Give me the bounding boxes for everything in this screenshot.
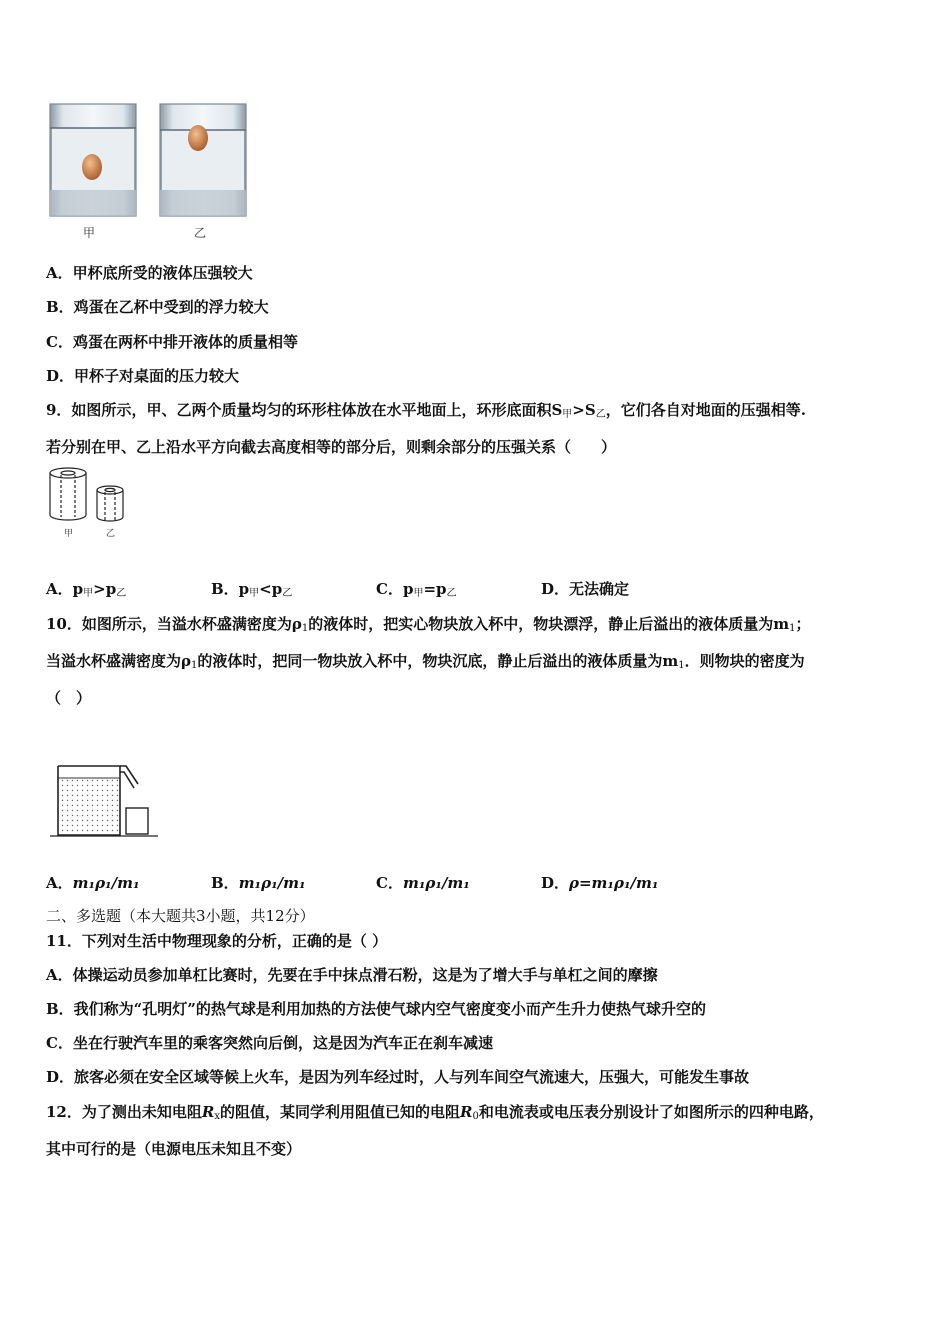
q11-option-b: B．我们称为“孔明灯”的热气球是利用加热的方法使气球内空气密度变小而产生升力使热气球升空的 [46,1000,706,1018]
q9-option-b: B．$p_甲<p_乙$ [211,580,293,599]
q8-option-c: C．鸡蛋在两杯中排开液体的质量相等 [46,333,298,351]
egg-sinking [82,154,102,180]
cyl-label-yi: 乙 [106,529,116,539]
egg-floating [188,125,208,151]
glass-yi [160,104,246,216]
q8-option-a: A．甲杯底所受的液体压强较大 [46,264,253,282]
q12-stem-line1: 12．为了测出未知电阻$R_x$的阻值，某同学利用阻值已知的电阻$R_0$和电流表或电压表分别设计了如图所示的四种电路， [46,1103,824,1122]
egg-glasses-figure [46,100,251,245]
label-jia: 甲 [83,226,96,240]
q10-option-b: B．m₁ρ₁/m₁ [211,874,306,892]
q9-option-d: D．无法确定 [541,580,630,598]
q11-option-d: D．旅客必须在安全区域等候上火车，是因为列车经过时，人与列车间空气流速大，压强大，可能发生事故 [46,1068,750,1086]
glass-jia [50,104,136,216]
label-yi: 乙 [194,226,207,240]
cyl-label-jia: 甲 [64,529,74,539]
q8-option-b: B．鸡蛋在乙杯中受到的浮力较大 [46,298,269,316]
overflow-cup-figure [50,758,160,840]
overflow-cup-drawing [50,758,160,840]
q9-stem-line2: 若分别在甲、乙上沿水平方向截去高度相等的部分后，则剩余部分的压强关系（ ） [46,438,617,456]
q9-option-a: A．$p_甲>p_乙$ [46,580,127,599]
egg-glasses-drawing [46,100,251,245]
section-2-heading: 二、多选题（本大题共3小题，共12分） [46,907,315,925]
q9-option-c: C．$p_甲=p_乙$ [376,580,457,599]
q8-option-d: D．甲杯子对桌面的压力较大 [46,367,240,385]
q10-stem-line1: 10．如图所示，当溢水杯盛满密度为$\rho_1$的液体时，把实心物块放入杯中，物块漂浮，静止后溢出的液体质量为$m_1$； [46,615,811,634]
q10-option-a: A．m₁ρ₁/m₁ [46,874,140,892]
q10-stem-line2: 当溢水杯盛满密度为$\rho_1$的液体时，把同一物块放入杯中，物块沉底，静止后溢出的液体质量为$m_1$．则物块的密度为 [46,652,805,671]
ring-cylinders-drawing [46,465,131,540]
q10-option-c: C．m₁ρ₁/m₁ [376,874,470,892]
q11-option-c: C．坐在行驶汽车里的乘客突然向后倒，这是因为汽车正在刹车减速 [46,1034,493,1052]
q12-stem-line2: 其中可行的是（电源电压未知且不变） [46,1140,302,1158]
q10-stem-line3: （ ） [46,689,92,707]
q11-option-a: A．体操运动员参加单杠比赛时，先要在手中抹点滑石粉，这是为了增大手与单杠之间的摩擦 [46,966,658,984]
q11-stem: 11．下列对生活中物理现象的分析，正确的是（ ） [46,932,388,950]
ring-cylinders-figure [46,465,131,540]
q10-option-d: D．ρ=m₁ρ₁/m₁ [541,874,659,892]
q9-stem-line1: 9．如图所示，甲、乙两个质量均匀的环形柱体放在水平地面上，环形底面积$S_甲>S_乙$，它们各自对地面的压强相等. [46,401,806,420]
